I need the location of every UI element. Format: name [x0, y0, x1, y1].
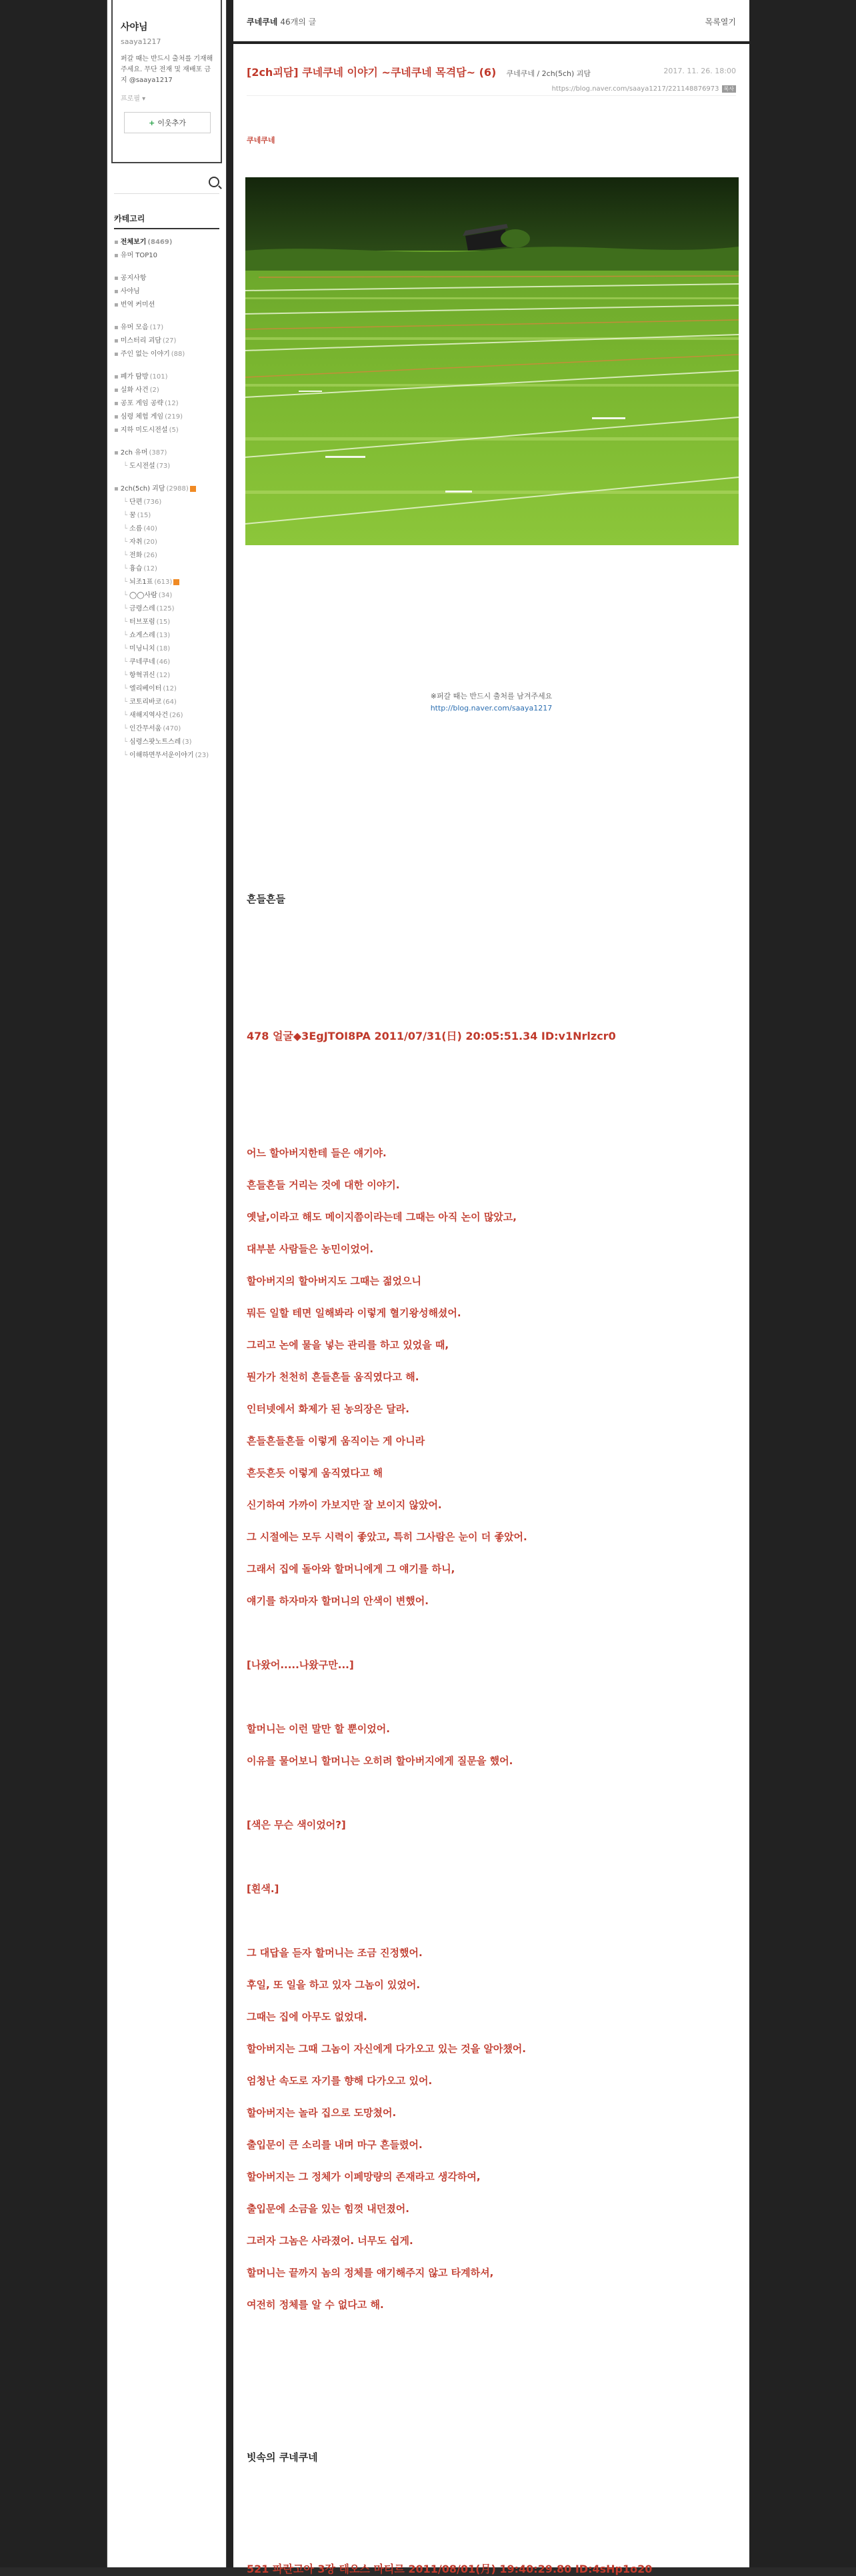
category-topbar [233, 0, 749, 41]
category-count: (5) [169, 427, 179, 434]
new-post-icon [173, 579, 179, 585]
category-label: 뇌조1표 [129, 579, 153, 586]
subcategory-bullet-icon: └ [123, 752, 128, 759]
category-count: (12) [156, 672, 171, 679]
post-url-row [247, 85, 736, 96]
category-count: (2) [149, 387, 159, 394]
profile-name[interactable]: 사야님 [121, 22, 148, 33]
profile-description: 퍼갈 때는 반드시 출처를 기재해 주세요. 무단 전재 및 재배포 금지 @saaya1217 [121, 55, 213, 84]
category-bullet-icon: ▪ [114, 387, 119, 394]
sidebar-category-item[interactable] [114, 536, 219, 549]
category-count: (27) [162, 337, 177, 345]
story-line: 얘기를 하자마자 할머니의 안색이 변했어. [247, 1595, 429, 1607]
sidebar-category-item[interactable] [114, 736, 219, 749]
category-bullet-icon: ▪ [114, 449, 119, 457]
story-line: 그리고 논에 물을 넣는 관리를 하고 있었을 때, [247, 1339, 449, 1351]
category-count: (64) [163, 698, 177, 706]
post-header [247, 64, 736, 79]
category-count: (470) [163, 725, 181, 732]
caption-text: ※퍼갈 때는 반드시 출처를 남겨주세요 [430, 692, 553, 700]
copyright-caption [233, 690, 749, 714]
category-label: 유머 TOP10 [120, 252, 158, 259]
category-list [114, 229, 219, 762]
story-line: 할아버지는 놀라 집으로 도망쳤어. [247, 2107, 397, 2119]
subcategory-bullet-icon: └ [123, 579, 128, 586]
story-line: 흔듯흔듯 이렇게 움직였다고 해 [247, 1467, 383, 1479]
category-count: (20) [143, 539, 157, 546]
sidebar-category-item[interactable] [114, 589, 219, 603]
category-label: 흉습 [129, 565, 143, 573]
sidebar-category-item[interactable] [114, 682, 219, 696]
story-text [247, 1146, 733, 2330]
sidebar-category-item[interactable] [114, 483, 219, 496]
category-bullet-icon: ▪ [114, 324, 119, 331]
section-heading-1: 흔들흔들 [247, 893, 285, 905]
category-label: 실화 사건 [120, 387, 149, 394]
story-line: 뭔가가 천천히 흔들흔들 움직였다고 해. [247, 1371, 419, 1383]
story-line: 그때는 집에 아무도 없었대. [247, 2011, 367, 2023]
sidebar-category-item[interactable] [114, 285, 219, 299]
category-count: (17) [149, 324, 164, 331]
category-label: 자취 [129, 539, 143, 546]
category-label: 미닝니치 [129, 645, 155, 652]
subcategory-bullet-icon: └ [123, 539, 128, 546]
category-label: 터브포럼 [129, 619, 155, 626]
post-title[interactable]: [2ch괴담] 쿠네쿠네 이야기 ~쿠네쿠네 목격담~ (6) [247, 66, 497, 79]
post-meta-line: 478 얼굴◆3EgJTOI8PA 2011/07/31(日) 20:05:51.34 ID:v1Nrlzcr0 [247, 1030, 616, 1042]
category-count: (88) [171, 351, 185, 358]
story-blank-line [247, 1626, 733, 1658]
story-line: 뭐든 일할 테면 일해봐라 이렇게 혈기왕성해셨어. [247, 1307, 461, 1319]
category-count: (125) [156, 605, 175, 613]
sidebar-category-item[interactable] [114, 411, 219, 424]
sidebar-category-item[interactable] [114, 696, 219, 709]
sidebar-category-item[interactable] [114, 603, 219, 616]
subcategory-bullet-icon: └ [123, 685, 128, 692]
story-line: [나왔어.....나왔구만...] [247, 1659, 354, 1671]
category-label: 이해하면무서운이야기 [129, 752, 194, 759]
category-bullet-icon: ▪ [114, 275, 119, 282]
category-count: (15) [137, 512, 151, 519]
category-label: 2ch 유머 [120, 449, 148, 457]
category-label: 쇼게스레 [129, 632, 155, 639]
story-line: 신기하여 가까이 가보지만 잘 보이지 않았어. [247, 1499, 442, 1511]
category-label: 주인 없는 이야기 [120, 351, 170, 358]
category-label: 꿈 [129, 512, 136, 519]
subcategory-bullet-icon: └ [123, 712, 128, 719]
category-count: (219) [165, 413, 183, 421]
category-count: (26) [143, 552, 157, 559]
sidebar-category-item[interactable] [114, 563, 219, 576]
subcategory-bullet-icon: └ [123, 658, 128, 666]
copy-url-button[interactable]: 복사 [722, 85, 736, 93]
story-line: 할아버지는 그때 그놈이 자신에게 다가오고 있는 것을 알아챘어. [247, 2043, 526, 2055]
category-count: (387) [149, 449, 167, 457]
subcategory-bullet-icon: └ [123, 565, 128, 573]
category-count: (3) [182, 738, 192, 746]
category-label: 공지사항 [120, 275, 147, 282]
category-bullet-icon: ▪ [114, 337, 119, 345]
sidebar-category-item[interactable] [114, 576, 219, 589]
story-blank-line [247, 1786, 733, 1818]
category-label: 항혁귀신 [129, 672, 155, 679]
category-label: 전체보기 [120, 239, 147, 246]
category-label: 지하 미도시전설 [120, 427, 168, 434]
story-line: 어느 할아버지한테 들은 얘기야. [247, 1147, 387, 1159]
category-count: (2988) [166, 485, 189, 493]
category-count: (12) [163, 685, 177, 692]
category-bullet-icon: ▪ [114, 427, 119, 434]
category-label: ◯◯사람 [129, 592, 157, 599]
list-toggle-button[interactable]: 목록열기 [705, 17, 736, 27]
category-title: 카테고리 [114, 213, 219, 229]
category-label: 미스터리 괴담 [120, 337, 161, 345]
sidebar-category-item[interactable] [114, 509, 219, 523]
sidebar-category-item[interactable] [114, 348, 219, 361]
sidebar-category-item[interactable] [114, 643, 219, 656]
story-line: 이유를 물어보니 할머니는 오히려 할아버지에게 질문을 했어. [247, 1755, 513, 1767]
story-line: 흔들흔들흔들 이렇게 움직이는 게 아니라 [247, 1435, 425, 1447]
category-count: (613) [154, 579, 173, 586]
story-line: 할머니는 이런 말만 할 뿐이었어. [247, 1723, 390, 1735]
subcategory-bullet-icon: └ [123, 605, 128, 613]
story-blank-line [247, 1850, 733, 1882]
sidebar-category-item[interactable] [114, 335, 219, 348]
story-line: 할아버지의 할아버지도 그때는 젊었으니 [247, 1275, 421, 1287]
story-blank-line [247, 1690, 733, 1722]
category-label: 사야님 [120, 288, 140, 295]
sidebar-category-item[interactable] [114, 447, 219, 460]
category-label: 폐가 탐방 [120, 373, 149, 381]
category-label: 인간무서움 [129, 725, 162, 732]
story-line: 그래서 집에 돌아와 할머니에게 그 얘기를 하니, [247, 1563, 455, 1575]
subcategory-bullet-icon: └ [123, 512, 128, 519]
post-tag[interactable]: 쿠네쿠네 [247, 136, 275, 145]
post-category-path[interactable]: 쿠네쿠네 / 2ch(5ch) 괴담 [506, 69, 591, 78]
category-count: (23) [195, 752, 209, 759]
sidebar-category-item[interactable] [114, 549, 219, 563]
sidebar-category-item[interactable] [114, 299, 219, 312]
category-label: 2ch(5ch) 괴담 [120, 485, 165, 493]
category-label: 코토리바코 [129, 698, 162, 706]
category-label: 도시전설 [129, 463, 155, 470]
category-count: (736) [143, 499, 162, 506]
category-label: 전화 [129, 552, 143, 559]
category-count: (12) [165, 400, 179, 407]
category-bullet-icon: ▪ [114, 288, 119, 295]
category-count: (73) [156, 463, 171, 470]
sidebar [107, 0, 227, 2567]
subcategory-bullet-icon: └ [123, 499, 128, 506]
profile-box [111, 0, 222, 163]
subcategory-bullet-icon: └ [123, 632, 128, 639]
sidebar-search [114, 173, 219, 194]
profile-link[interactable]: 프로필 ▾ [121, 95, 146, 103]
rice-field-photo [245, 177, 739, 545]
sidebar-category-item[interactable] [114, 496, 219, 509]
category-bullet-icon: ▪ [114, 301, 119, 309]
sidebar-category-item[interactable] [114, 709, 219, 722]
story-line: 할아버지는 그 정체가 이페망량의 존재라고 생각하여, [247, 2171, 481, 2183]
story-line: 여전히 정체를 알 수 없다고 해. [247, 2299, 384, 2311]
category-count: (46) [156, 658, 171, 666]
sidebar-category-item[interactable] [114, 321, 219, 335]
sidebar-category-item[interactable] [114, 249, 219, 263]
category-label: 쿠네쿠네 [129, 658, 155, 666]
category-count: (18) [156, 645, 171, 652]
sidebar-category-item[interactable] [114, 236, 219, 249]
topbar-category-name[interactable]: 쿠네쿠네 [247, 17, 278, 27]
sidebar-category-item[interactable] [114, 272, 219, 285]
category-bullet-icon: ▪ [114, 400, 119, 407]
story-line: [색은 무슨 색이었어?] [247, 1819, 346, 1831]
sidebar-category-item[interactable] [114, 616, 219, 629]
story-line: 후일, 또 일을 하고 있자 그놈이 있었어. [247, 1979, 421, 1991]
rice-field-image [245, 177, 739, 545]
story-line: 흔들흔들 거리는 것에 대한 이야기. [247, 1179, 400, 1191]
category-bullet-icon: ▪ [114, 485, 119, 493]
category-label: 소름 [129, 525, 143, 533]
search-icon[interactable] [209, 177, 219, 187]
category-label: 단편 [129, 499, 143, 506]
category-count: (12) [143, 565, 157, 573]
category-label: 번역 커미션 [120, 301, 155, 309]
subcategory-bullet-icon: └ [123, 672, 128, 679]
story-line: 대부분 사람들은 농민이었어. [247, 1243, 374, 1255]
subcategory-bullet-icon: └ [123, 619, 128, 626]
story-line: [흰색.] [247, 1883, 279, 1895]
category-label: 유머 모음 [120, 324, 149, 331]
story-line: 옛날,이라고 해도 메이지쯤이라는데 그때는 아직 논이 많았고, [247, 1211, 517, 1223]
sidebar-category-item[interactable] [114, 384, 219, 397]
category-label: 금령스레 [129, 605, 155, 613]
post-url[interactable]: https://blog.naver.com/saaya1217/221148876973 [551, 85, 719, 93]
next-meta-line: 521 파란고아 3장 테오스 마티르 2011/08/01(月) 19:40:29.80 ID:4sHp1o20 [247, 2563, 653, 2575]
story-line: 출입문이 큰 소리를 내며 마구 흔들렸어. [247, 2139, 423, 2151]
subcategory-bullet-icon: └ [123, 738, 128, 746]
sidebar-category-item[interactable] [114, 669, 219, 682]
category-label: 엘리베이터 [129, 685, 162, 692]
story-line: 엄청난 속도로 자기를 향해 다가오고 있어. [247, 2075, 433, 2087]
story-line: 그러자 그놈은 사라졌어. 너무도 쉽게. [247, 2235, 413, 2247]
story-line: 그 시절에는 모두 시력이 좋았고, 특히 그사람은 눈이 더 좋았어. [247, 1531, 527, 1543]
sidebar-category-item[interactable] [114, 656, 219, 669]
subcategory-bullet-icon: └ [123, 698, 128, 706]
topbar-category [247, 16, 316, 27]
category-bullet-icon: ▪ [114, 413, 119, 421]
category-label: 공포 게임 공략 [120, 400, 164, 407]
sidebar-category-item[interactable] [114, 397, 219, 411]
category-bullet-icon: ▪ [114, 252, 119, 259]
subcategory-bullet-icon: └ [123, 645, 128, 652]
subcategory-bullet-icon: └ [123, 552, 128, 559]
sidebar-category-item[interactable] [114, 749, 219, 762]
category-count: (40) [143, 525, 157, 533]
story-blank-line [247, 1914, 733, 1946]
add-neighbor-label: 이웃추가 [157, 119, 186, 127]
subcategory-bullet-icon: └ [123, 463, 128, 470]
profile-id: saaya1217 [121, 37, 161, 46]
story-line: 인터넷에서 화제가 된 농의장은 달라. [247, 1403, 409, 1415]
category-count: (13) [156, 632, 171, 639]
story-line: 출입문에 소금을 있는 힘껏 내던졌어. [247, 2203, 409, 2215]
subcategory-bullet-icon: └ [123, 725, 128, 732]
post-date: 2017. 11. 26. 18:00 [663, 67, 736, 75]
section-heading-2: 빗속의 쿠네쿠네 [247, 2451, 318, 2463]
category-count: (26) [169, 712, 183, 719]
new-post-icon [190, 486, 196, 492]
story-line: 할머니는 끝까지 놈의 정체를 얘기해주지 않고 타계하셔, [247, 2267, 494, 2279]
sidebar-category-item[interactable] [114, 722, 219, 736]
category-bullet-icon: ▪ [114, 351, 119, 358]
post-count: 46개의 글 [280, 17, 317, 27]
sidebar-category-item[interactable] [114, 629, 219, 643]
caption-url[interactable]: http://blog.naver.com/saaya1217 [430, 704, 553, 712]
sidebar-category-item[interactable] [114, 523, 219, 536]
category-bullet-icon: ▪ [114, 239, 119, 246]
subcategory-bullet-icon: └ [123, 592, 128, 599]
category-label: 심령스팟노트스레 [129, 738, 181, 746]
sidebar-category-item[interactable] [114, 460, 219, 473]
category-count: (15) [156, 619, 171, 626]
plus-icon: + [149, 119, 155, 127]
category-label: 심령 체험 게임 [120, 413, 164, 421]
sidebar-category-item[interactable] [114, 371, 219, 384]
post-body [233, 44, 749, 2575]
add-neighbor-button[interactable] [124, 112, 211, 133]
category-count: (34) [158, 592, 173, 599]
category-label: 새해지역사건 [129, 712, 168, 719]
category-count: (8469) [147, 239, 173, 246]
subcategory-bullet-icon: └ [123, 525, 128, 533]
story-line: 그 대답을 듣자 할머니는 조금 진정했어. [247, 1947, 423, 1959]
category-bullet-icon: ▪ [114, 373, 119, 381]
sidebar-category-item[interactable] [114, 424, 219, 437]
category-count: (101) [149, 373, 168, 381]
